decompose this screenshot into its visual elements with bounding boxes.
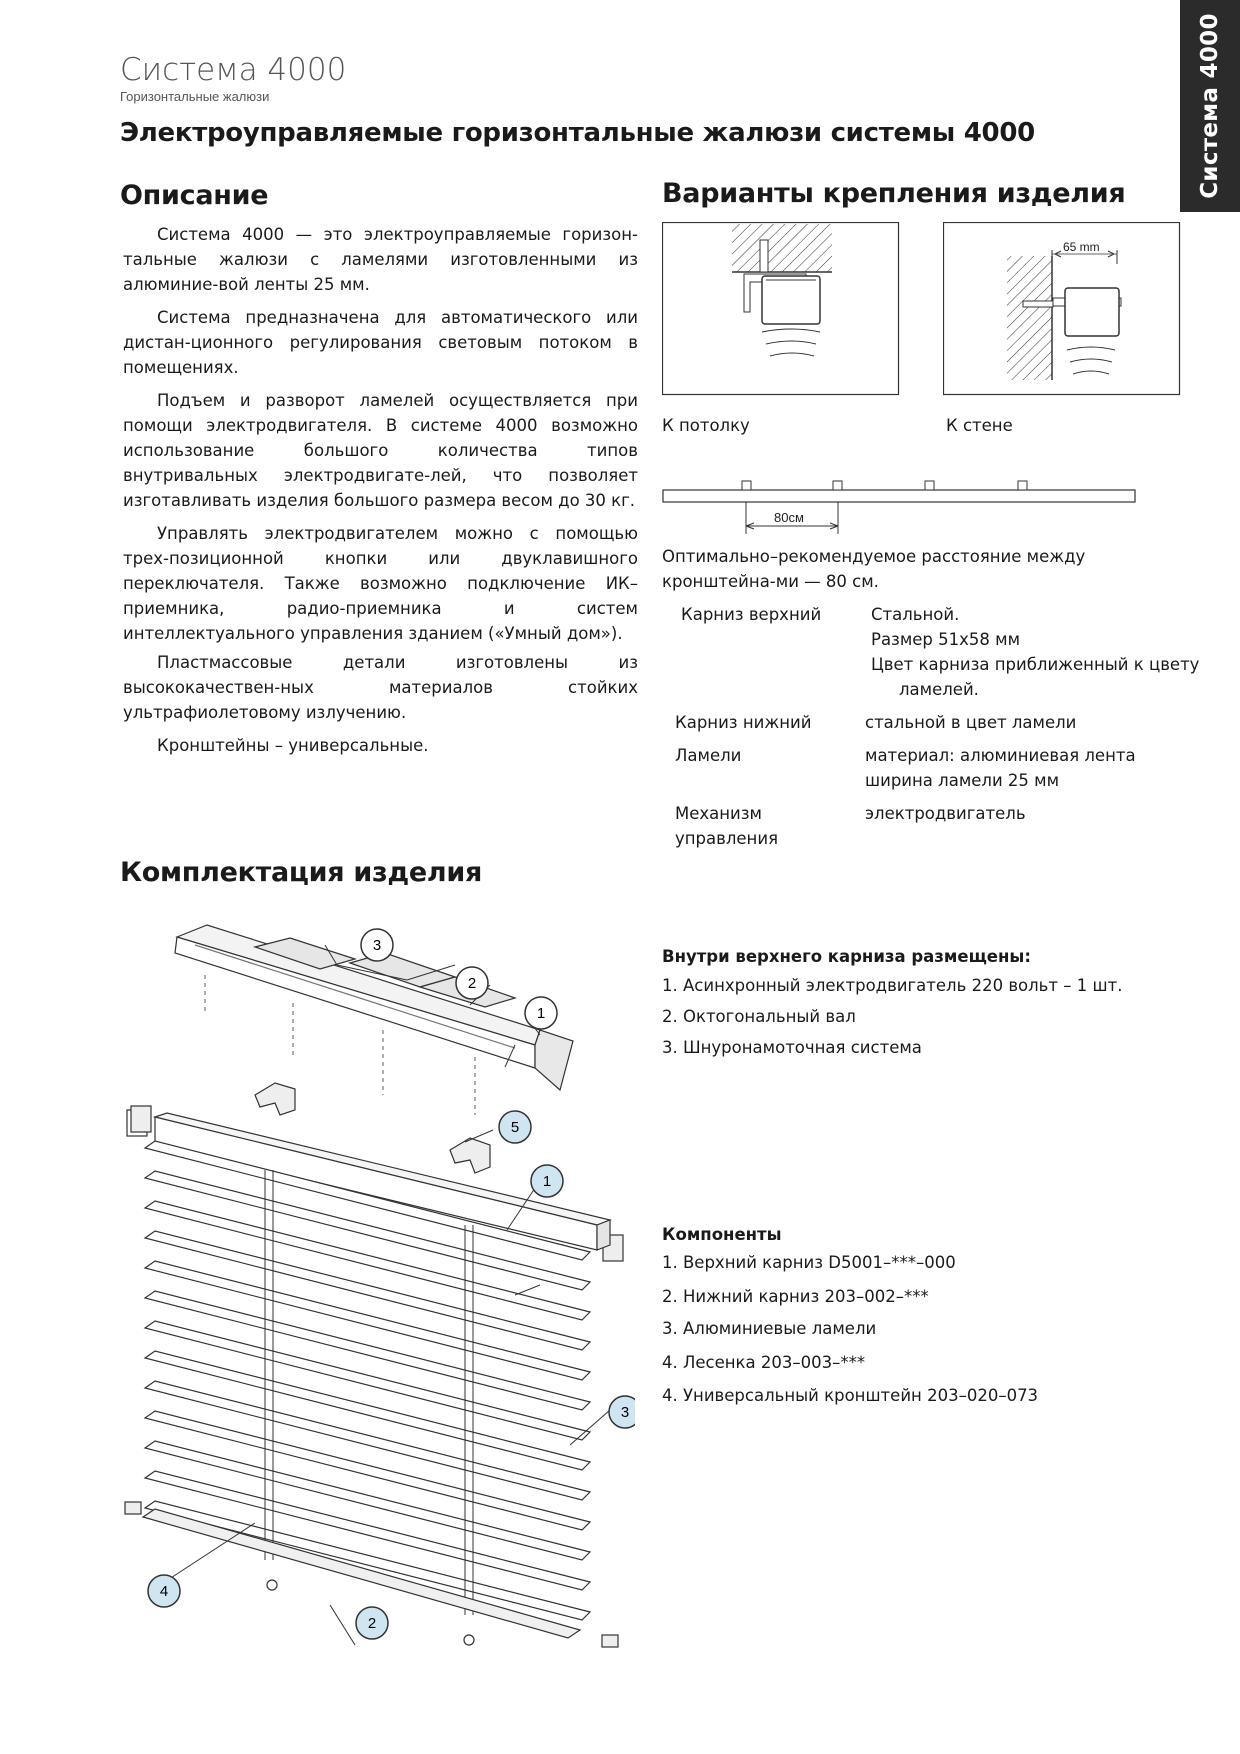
inside-headrail-list <box>662 976 1182 1066</box>
svg-text:3: 3 <box>620 1404 630 1421</box>
svg-text:1: 1 <box>536 1005 546 1022</box>
list-item: 2. Октогональный вал <box>662 1007 856 1026</box>
spec-label-line: управления <box>675 829 778 848</box>
svg-text:1: 1 <box>542 1173 552 1190</box>
kit-heading: Комплектация изделия <box>120 857 483 888</box>
page-title: Электроуправляемые горизонтальные жалюзи системы 4000 <box>120 118 1035 148</box>
description-paragraph: Подъем и разворот ламелей осуществляется при помощи электродвигателя. В системе 4000 возможно использование большого количества типов внутривальных электродвигате-лей, что позволяет изготавливать изделия большого размера весом до 30 кг. <box>123 391 638 510</box>
description-heading: Описание <box>120 180 269 211</box>
spec-value-line: Цвет карниза приближенный к цвету <box>871 655 1200 674</box>
mounting-heading: Варианты крепления изделия <box>662 178 1126 209</box>
system-subtitle: Горизонтальные жалюзи <box>120 89 270 104</box>
spec-value-line: ламелей. <box>899 680 979 699</box>
list-item: 3. Шнуронамоточная система <box>662 1038 922 1057</box>
svg-text:2: 2 <box>367 1615 377 1632</box>
spec-value-line: электродвигатель <box>865 804 1026 823</box>
callout-bottom-4 <box>148 1575 180 1607</box>
list-item: 4. Универсальный кронштейн 203–020–073 <box>662 1386 1039 1405</box>
section-side-tab <box>1180 0 1240 212</box>
ceiling-mount-diagram <box>662 222 900 397</box>
spec-value-line: стальной в цвет ламели <box>865 713 1077 732</box>
svg-text:5: 5 <box>510 1119 520 1136</box>
wall-dimension-label: 65 mm <box>1063 240 1100 254</box>
components-title: Компоненты <box>662 1225 782 1244</box>
callout-top-1 <box>525 997 557 1029</box>
callout-bottom-1 <box>531 1165 563 1197</box>
description-paragraph: Система 4000 — это электроуправляемые горизон-тальные жалюзи с ламелями изготовленными из алюминие-вой ленты 25 мм. <box>123 225 638 294</box>
description-paragraph: Кронштейны – универсальные. <box>157 736 429 755</box>
inside-headrail-title: Внутри верхнего карниза размещены: <box>662 947 1031 966</box>
spec-value-line: Размер 51x58 мм <box>871 630 1021 649</box>
bracket-spacing-diagram <box>662 474 1138 536</box>
svg-text:4: 4 <box>159 1583 169 1600</box>
spec-value-line: ширина ламели 25 мм <box>865 771 1060 790</box>
description-text-extra <box>123 650 638 766</box>
spec-label: Ламели <box>675 746 742 765</box>
callout-bottom-3 <box>609 1396 635 1428</box>
diagram-callouts <box>115 905 635 1655</box>
wall-mount-diagram <box>943 222 1181 397</box>
list-item: 4. Лесенка 203–003–*** <box>662 1353 866 1372</box>
svg-text:3: 3 <box>372 937 382 954</box>
spec-label-line: Механизм <box>675 804 762 823</box>
description-paragraph: Система предназначена для автоматического или дистан-ционного регулирования световым потоком в помещениях. <box>123 308 638 377</box>
callout-top-2 <box>456 967 488 999</box>
spacing-note: Оптимально–рекомендуемое расстояние между кронштейна-ми — 80 см. <box>662 547 1086 591</box>
callout-bottom-2 <box>356 1607 388 1639</box>
ceiling-caption: К потолку <box>662 416 750 435</box>
description-paragraph: Пластмассовые детали изготовлены из высококачествен-ных материалов стойких ультрафиолетовому излучению. <box>123 653 638 722</box>
callout-top-3 <box>361 929 393 961</box>
callout-bottom-5 <box>499 1111 531 1143</box>
description-paragraph: Управлять электродвигателем можно с помощью трех-позиционной кнопки или двуклавишного переключателя. Также возможно подключение ИК–приемника, радио-приемника и систем интеллектуального управления зданием («Умный дом»). <box>123 524 638 643</box>
svg-text:2: 2 <box>467 975 477 992</box>
side-tab-label: Система 4000 <box>1197 13 1223 199</box>
wall-caption: К стене <box>946 416 1013 435</box>
list-item: 3. Алюминиевые ламели <box>662 1319 877 1338</box>
spec-label: Карниз верхний <box>681 605 822 624</box>
spec-value-line: материал: алюминиевая лента <box>865 746 1136 765</box>
list-item: 1. Верхний карниз D5001–***–000 <box>662 1253 956 1272</box>
list-item: 1. Асинхронный электродвигатель 220 вольт – 1 шт. <box>662 976 1123 995</box>
spacing-dimension-label: 80см <box>774 510 804 525</box>
components-list <box>662 1253 1182 1413</box>
spec-value-line: Стальной. <box>871 605 960 624</box>
spec-label: Карниз нижний <box>675 713 812 732</box>
system-title: Система 4000 <box>120 52 347 88</box>
description-text <box>123 222 638 654</box>
list-item: 2. Нижний карниз 203–002–*** <box>662 1287 929 1306</box>
